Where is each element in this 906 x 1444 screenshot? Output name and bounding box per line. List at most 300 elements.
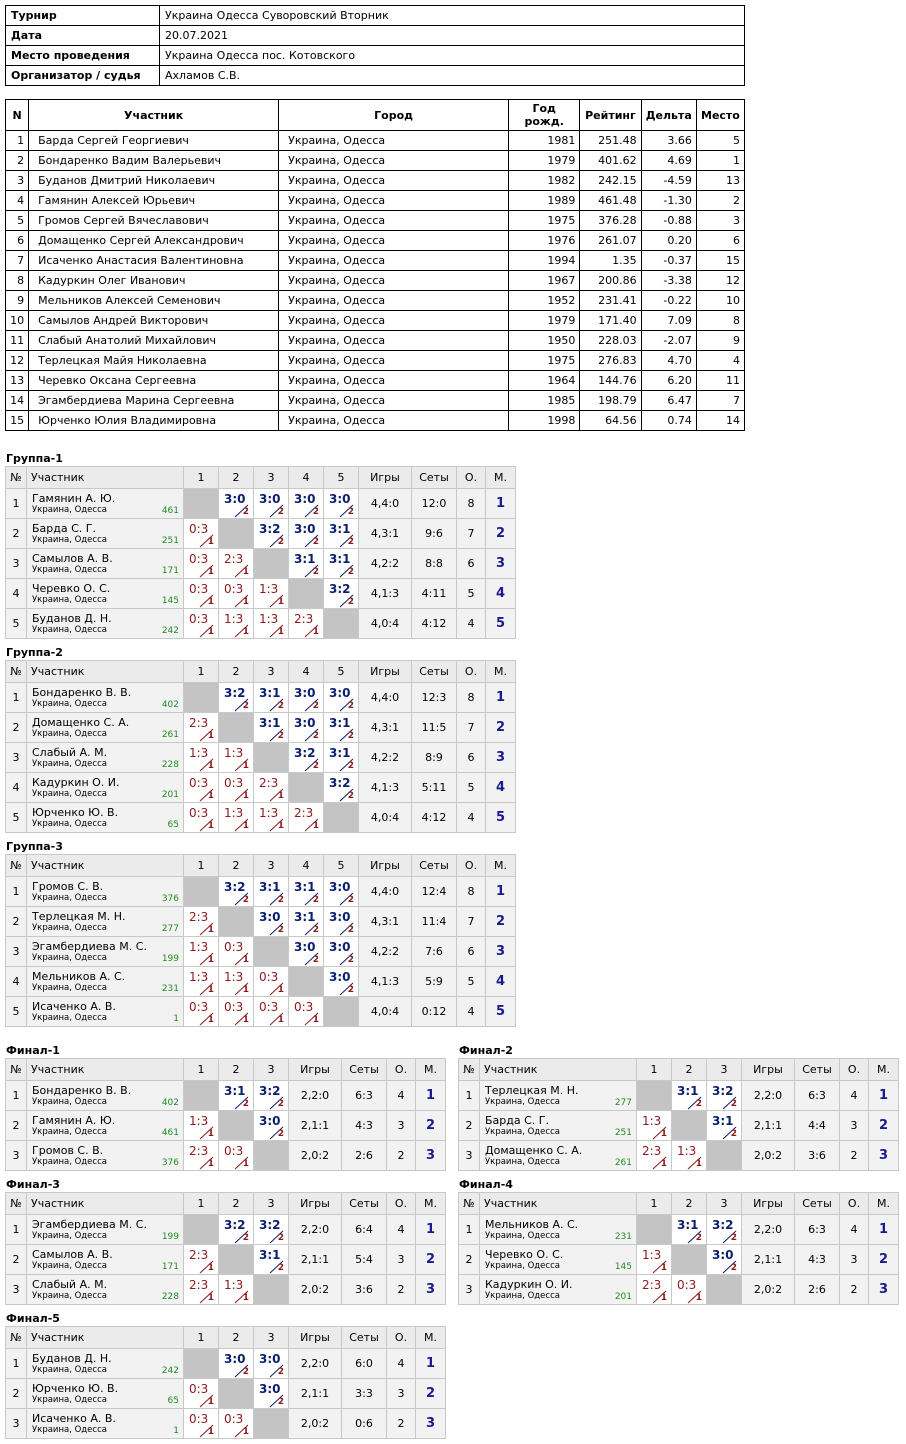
score-value: 3:1 [329, 522, 351, 536]
participant-cell: 461.48 [580, 191, 641, 211]
player-name: Барда С. Г. [485, 1114, 549, 1127]
match-score [707, 1081, 742, 1111]
score-value: 3:1 [712, 1114, 734, 1128]
score-value: 1:3 [224, 806, 244, 820]
row-number: 3 [6, 549, 27, 579]
player-name: Юрченко Ю. В. [32, 806, 119, 819]
player-city: Украина, Одесса [32, 1157, 107, 1167]
points-cell: 7 [457, 907, 486, 937]
player-cell [480, 1081, 637, 1111]
match-score [254, 683, 289, 713]
player-name: Домащенко С. А. [32, 716, 130, 729]
participant-cell: 3 [696, 211, 744, 231]
score-value: 0:3 [259, 1000, 279, 1014]
match-score [254, 1081, 289, 1111]
group-header-cell: 2 [672, 1059, 707, 1081]
score-value: 2:3 [189, 910, 209, 924]
participant-cell: Украина, Одесса [279, 311, 509, 331]
points-cell: 3 [387, 1245, 416, 1275]
points-cell: 2 [840, 1141, 869, 1171]
group-row [459, 1081, 899, 1111]
games-cell: 2,2:0 [289, 1215, 342, 1245]
score-points: 1 [660, 1159, 667, 1169]
match-score [289, 937, 324, 967]
group-header-cell: О. [457, 467, 486, 489]
match-score [289, 683, 324, 713]
player-name: Кадуркин О. И. [32, 776, 120, 789]
participant-cell: Исаченко Анастасия Валентиновна [29, 251, 279, 271]
participant-cell: 11 [696, 371, 744, 391]
match-score [324, 877, 359, 907]
player-cell [27, 1275, 184, 1305]
games-cell: 4,0:4 [359, 997, 412, 1027]
participant-cell: 14 [6, 391, 29, 411]
score-value: 3:0 [329, 492, 351, 506]
group-header-cell: 3 [707, 1193, 742, 1215]
participant-cell: 1952 [509, 291, 580, 311]
participant-row [6, 371, 745, 391]
player-city: Украина, Одесса [32, 505, 107, 515]
score-value: 3:2 [224, 686, 246, 700]
group-header-cell: Игры [289, 1193, 342, 1215]
place-cell: 1 [416, 1215, 446, 1245]
blank-cell [637, 1081, 672, 1111]
score-value: 3:0 [259, 910, 281, 924]
games-cell: 2,0:2 [742, 1141, 795, 1171]
score-value: 0:3 [224, 1144, 244, 1158]
score-value: 3:2 [294, 746, 316, 760]
score-value: 3:2 [259, 1084, 281, 1098]
score-value: 0:3 [224, 776, 244, 790]
sets-cell: 9:6 [412, 519, 457, 549]
place-cell: 4 [486, 579, 516, 609]
blank-cell [254, 1409, 289, 1439]
match-score [289, 609, 324, 639]
group-header-row [6, 1193, 446, 1215]
participant-cell: 6 [6, 231, 29, 251]
score-points: 1 [695, 1159, 702, 1169]
sets-cell: 4:3 [795, 1245, 840, 1275]
place-cell: 3 [486, 549, 516, 579]
participant-row [6, 251, 745, 271]
group-title: Финал-3 [6, 1178, 60, 1191]
row-number: 3 [6, 1141, 27, 1171]
group-title: Группа-1 [6, 452, 63, 465]
player-cell [480, 1141, 637, 1171]
group-header-cell: М. [486, 467, 516, 489]
participant-cell: 1 [6, 131, 29, 151]
score-value: 3:0 [294, 940, 316, 954]
participants-header: Рейтинг [580, 100, 641, 131]
row-number: 3 [6, 937, 27, 967]
group-header-cell: 2 [219, 1327, 254, 1349]
participant-cell: 0.20 [641, 231, 696, 251]
score-points: 1 [660, 1129, 667, 1139]
score-value: 1:3 [224, 612, 244, 626]
player-city: Украина, Одесса [485, 1291, 560, 1301]
match-score [219, 683, 254, 713]
participants-header: Город [279, 100, 509, 131]
player-rating: 277 [614, 1098, 632, 1108]
score-value: 3:1 [259, 716, 281, 730]
group-header-cell: Игры [289, 1059, 342, 1081]
group-row [6, 967, 516, 997]
group-header-cell: Игры [359, 467, 412, 489]
score-value: 3:1 [259, 1248, 281, 1262]
group-title: Группа-3 [6, 840, 63, 853]
match-score [184, 803, 219, 833]
participants-header: Участник [29, 100, 279, 131]
match-score [254, 1245, 289, 1275]
player-name: Буданов Д. Н. [32, 612, 112, 625]
score-value: 3:1 [224, 1084, 246, 1098]
participant-cell: 1998 [509, 411, 580, 431]
games-cell: 4,3:1 [359, 907, 412, 937]
player-city: Украина, Одесса [32, 699, 107, 709]
score-points: 1 [207, 1263, 214, 1273]
group-row [6, 1111, 446, 1141]
participant-cell: 242.15 [580, 171, 641, 191]
match-score [324, 549, 359, 579]
group-header-cell: № [459, 1059, 480, 1081]
match-score [324, 713, 359, 743]
participant-row [6, 331, 745, 351]
score-value: 1:3 [224, 746, 244, 760]
match-score [184, 907, 219, 937]
group-row [459, 1275, 899, 1305]
participant-cell: 1985 [509, 391, 580, 411]
group-block [5, 1311, 446, 1439]
group-row [6, 743, 516, 773]
games-cell: 2,1:1 [742, 1245, 795, 1275]
participant-cell: Украина, Одесса [279, 191, 509, 211]
player-city: Украина, Одесса [32, 789, 107, 799]
player-name: Юрченко Ю. В. [32, 1382, 119, 1395]
place-cell: 3 [416, 1141, 446, 1171]
score-value: 1:3 [189, 1114, 209, 1128]
score-value: 1:3 [642, 1248, 662, 1262]
score-points: 1 [242, 1015, 249, 1025]
blank-cell [707, 1141, 742, 1171]
score-points: 1 [207, 1015, 214, 1025]
participant-cell: -0.88 [641, 211, 696, 231]
group-header-cell: 1 [184, 1327, 219, 1349]
score-points: 2 [730, 1099, 737, 1109]
score-value: 2:3 [189, 1144, 209, 1158]
score-points: 2 [347, 925, 354, 935]
player-name: Домащенко С. А. [485, 1144, 583, 1157]
score-value: 1:3 [259, 806, 279, 820]
player-rating: 145 [614, 1262, 632, 1272]
score-points: 2 [312, 507, 319, 517]
player-name: Слабый А. М. [32, 746, 108, 759]
participant-cell: Гамянин Алексей Юрьевич [29, 191, 279, 211]
group-header-cell: № [6, 1193, 27, 1215]
match-score [289, 907, 324, 937]
blank-cell [707, 1275, 742, 1305]
group-block [5, 839, 516, 1027]
participant-row [6, 291, 745, 311]
player-name: Терлецкая М. Н. [32, 910, 126, 923]
sets-cell: 4:11 [412, 579, 457, 609]
match-score [672, 1141, 707, 1171]
score-value: 0:3 [189, 552, 209, 566]
info-value: Украина Одесса Суворовский Вторник [160, 6, 745, 26]
match-score [707, 1215, 742, 1245]
participant-row [6, 211, 745, 231]
sets-cell: 11:4 [412, 907, 457, 937]
info-row [6, 46, 745, 66]
sets-cell: 3:6 [795, 1141, 840, 1171]
score-value: 3:2 [259, 1218, 281, 1232]
player-rating: 145 [161, 596, 179, 606]
score-value: 3:2 [329, 776, 351, 790]
match-score [184, 519, 219, 549]
player-city: Украина, Одесса [32, 1365, 107, 1375]
blank-cell [219, 519, 254, 549]
score-points: 2 [347, 507, 354, 517]
player-name: Буданов Д. Н. [32, 1352, 112, 1365]
row-number: 5 [6, 997, 27, 1027]
participant-cell: Украина, Одесса [279, 231, 509, 251]
group-header-cell: 3 [254, 1059, 289, 1081]
player-cell [27, 609, 184, 639]
group-header-cell: 1 [184, 855, 219, 877]
match-score [289, 997, 324, 1027]
group-header-cell: 2 [219, 1059, 254, 1081]
games-cell: 4,2:2 [359, 937, 412, 967]
match-score [184, 1409, 219, 1439]
group-row [459, 1111, 899, 1141]
participant-cell: 1981 [509, 131, 580, 151]
player-city: Украина, Одесса [485, 1127, 560, 1137]
participant-row [6, 411, 745, 431]
group-header-row [6, 661, 516, 683]
place-cell: 1 [486, 489, 516, 519]
games-cell: 2,0:2 [742, 1275, 795, 1305]
match-score [289, 743, 324, 773]
points-cell: 7 [457, 713, 486, 743]
group-header-cell: № [6, 661, 27, 683]
player-rating: 376 [161, 1158, 179, 1168]
player-rating: 1 [173, 1014, 179, 1024]
score-value: 2:3 [189, 716, 209, 730]
player-cell [27, 489, 184, 519]
match-score [707, 1111, 742, 1141]
info-value: Украина Одесса пос. Котовского [160, 46, 745, 66]
player-rating: 201 [161, 790, 179, 800]
group-header-row [6, 1327, 446, 1349]
row-number: 3 [459, 1141, 480, 1171]
participant-cell: 4.69 [641, 151, 696, 171]
participant-cell: 10 [696, 291, 744, 311]
participant-cell: Юрченко Юлия Владимировна [29, 411, 279, 431]
group-title: Финал-2 [459, 1044, 513, 1057]
score-points: 2 [695, 1099, 702, 1109]
blank-cell [184, 1081, 219, 1111]
score-points: 2 [312, 567, 319, 577]
place-cell: 4 [486, 967, 516, 997]
score-points: 1 [207, 627, 214, 637]
player-rating: 261 [161, 730, 179, 740]
row-number: 2 [6, 1379, 27, 1409]
player-cell [480, 1111, 637, 1141]
games-cell: 2,0:2 [289, 1275, 342, 1305]
participant-cell: Украина, Одесса [279, 131, 509, 151]
participant-cell: Украина, Одесса [279, 331, 509, 351]
group-table [5, 466, 516, 639]
score-points: 2 [277, 1367, 284, 1377]
row-number: 4 [6, 967, 27, 997]
player-city: Украина, Одесса [32, 595, 107, 605]
match-score [324, 937, 359, 967]
score-points: 1 [312, 821, 319, 831]
games-cell: 2,2:0 [289, 1349, 342, 1379]
match-score [254, 997, 289, 1027]
blank-cell [672, 1245, 707, 1275]
group-row [6, 997, 516, 1027]
sets-cell: 3:3 [342, 1379, 387, 1409]
player-cell [27, 1081, 184, 1111]
match-score [289, 877, 324, 907]
match-score [184, 773, 219, 803]
group-row [6, 1215, 446, 1245]
points-cell: 2 [387, 1141, 416, 1171]
score-points: 2 [312, 761, 319, 771]
place-cell: 2 [416, 1379, 446, 1409]
score-value: 1:3 [677, 1144, 697, 1158]
player-name: Гамянин А. Ю. [32, 492, 116, 505]
player-cell [27, 907, 184, 937]
player-city: Украина, Одесса [32, 759, 107, 769]
match-score [637, 1245, 672, 1275]
blank-cell [254, 549, 289, 579]
participant-cell: 64.56 [580, 411, 641, 431]
group-header-cell: Участник [27, 855, 184, 877]
group-header-cell: 3 [254, 1193, 289, 1215]
group-header-cell: № [6, 855, 27, 877]
group-header-cell: М. [869, 1193, 899, 1215]
score-points: 1 [242, 985, 249, 995]
score-points: 2 [242, 1233, 249, 1243]
participant-cell: -4.59 [641, 171, 696, 191]
group-header-cell: О. [457, 855, 486, 877]
points-cell: 8 [457, 683, 486, 713]
player-name: Исаченко А. В. [32, 1000, 116, 1013]
score-points: 1 [207, 761, 214, 771]
match-score [254, 489, 289, 519]
info-key: Место проведения [6, 46, 160, 66]
games-cell: 4,4:0 [359, 489, 412, 519]
participant-cell: Слабый Анатолий Михайлович [29, 331, 279, 351]
score-value: 0:3 [224, 582, 244, 596]
match-score [219, 803, 254, 833]
group-header-cell: 1 [184, 1059, 219, 1081]
group-header-cell: 3 [254, 855, 289, 877]
group-header-cell: № [6, 1327, 27, 1349]
group-header-cell: Игры [359, 855, 412, 877]
score-points: 1 [242, 1293, 249, 1303]
player-city: Украина, Одесса [485, 1231, 560, 1241]
match-score [184, 609, 219, 639]
score-value: 3:0 [259, 1382, 281, 1396]
score-points: 1 [207, 1129, 214, 1139]
group-header-cell: 2 [219, 855, 254, 877]
group-header-cell: Сеты [412, 855, 457, 877]
participant-cell: 228.03 [580, 331, 641, 351]
group-table [5, 660, 516, 833]
group-header-cell: Участник [480, 1059, 637, 1081]
match-score [184, 997, 219, 1027]
sets-cell: 6:0 [342, 1349, 387, 1379]
games-cell: 4,3:1 [359, 519, 412, 549]
place-cell: 2 [416, 1245, 446, 1275]
match-score [324, 519, 359, 549]
group-header-cell: Участник [480, 1193, 637, 1215]
group-header-cell: 4 [289, 467, 324, 489]
score-points: 2 [242, 1367, 249, 1377]
match-score [219, 1081, 254, 1111]
score-value: 3:0 [329, 910, 351, 924]
participant-cell: 7.09 [641, 311, 696, 331]
info-key: Организатор / судья [6, 66, 160, 86]
score-points: 2 [347, 895, 354, 905]
score-points: 1 [242, 1427, 249, 1437]
player-name: Слабый А. М. [32, 1278, 108, 1291]
score-points: 2 [242, 701, 249, 711]
group-header-cell: Сеты [795, 1059, 840, 1081]
participant-cell: -2.07 [641, 331, 696, 351]
group-header-cell: 5 [324, 855, 359, 877]
group-header-cell: 1 [637, 1193, 672, 1215]
row-number: 2 [6, 1111, 27, 1141]
match-score [324, 967, 359, 997]
blank-cell [219, 713, 254, 743]
player-rating: 199 [161, 1232, 179, 1242]
player-name: Кадуркин О. И. [485, 1278, 573, 1291]
score-points: 1 [242, 791, 249, 801]
sets-cell: 0:6 [342, 1409, 387, 1439]
score-points: 1 [242, 1159, 249, 1169]
group-row [6, 683, 516, 713]
score-points: 1 [277, 1015, 284, 1025]
group-header-cell: Сеты [342, 1193, 387, 1215]
match-score [324, 743, 359, 773]
points-cell: 4 [840, 1215, 869, 1245]
row-number: 1 [6, 683, 27, 713]
blank-cell [324, 997, 359, 1027]
blank-cell [219, 1111, 254, 1141]
score-points: 2 [277, 1129, 284, 1139]
participant-cell: 1989 [509, 191, 580, 211]
player-rating: 65 [167, 820, 179, 830]
player-city: Украина, Одесса [32, 625, 107, 635]
score-points: 1 [207, 1427, 214, 1437]
score-points: 2 [277, 1397, 284, 1407]
sets-cell: 6:3 [342, 1081, 387, 1111]
match-score [184, 1379, 219, 1409]
score-points: 2 [347, 955, 354, 965]
score-value: 3:1 [294, 552, 316, 566]
participant-cell: 1.35 [580, 251, 641, 271]
group-header-cell: О. [387, 1327, 416, 1349]
participant-cell: 13 [6, 371, 29, 391]
group-header-cell: № [6, 1059, 27, 1081]
match-score [184, 1245, 219, 1275]
player-city: Украина, Одесса [32, 1395, 107, 1405]
participant-cell: 4 [696, 351, 744, 371]
sets-cell: 8:8 [412, 549, 457, 579]
